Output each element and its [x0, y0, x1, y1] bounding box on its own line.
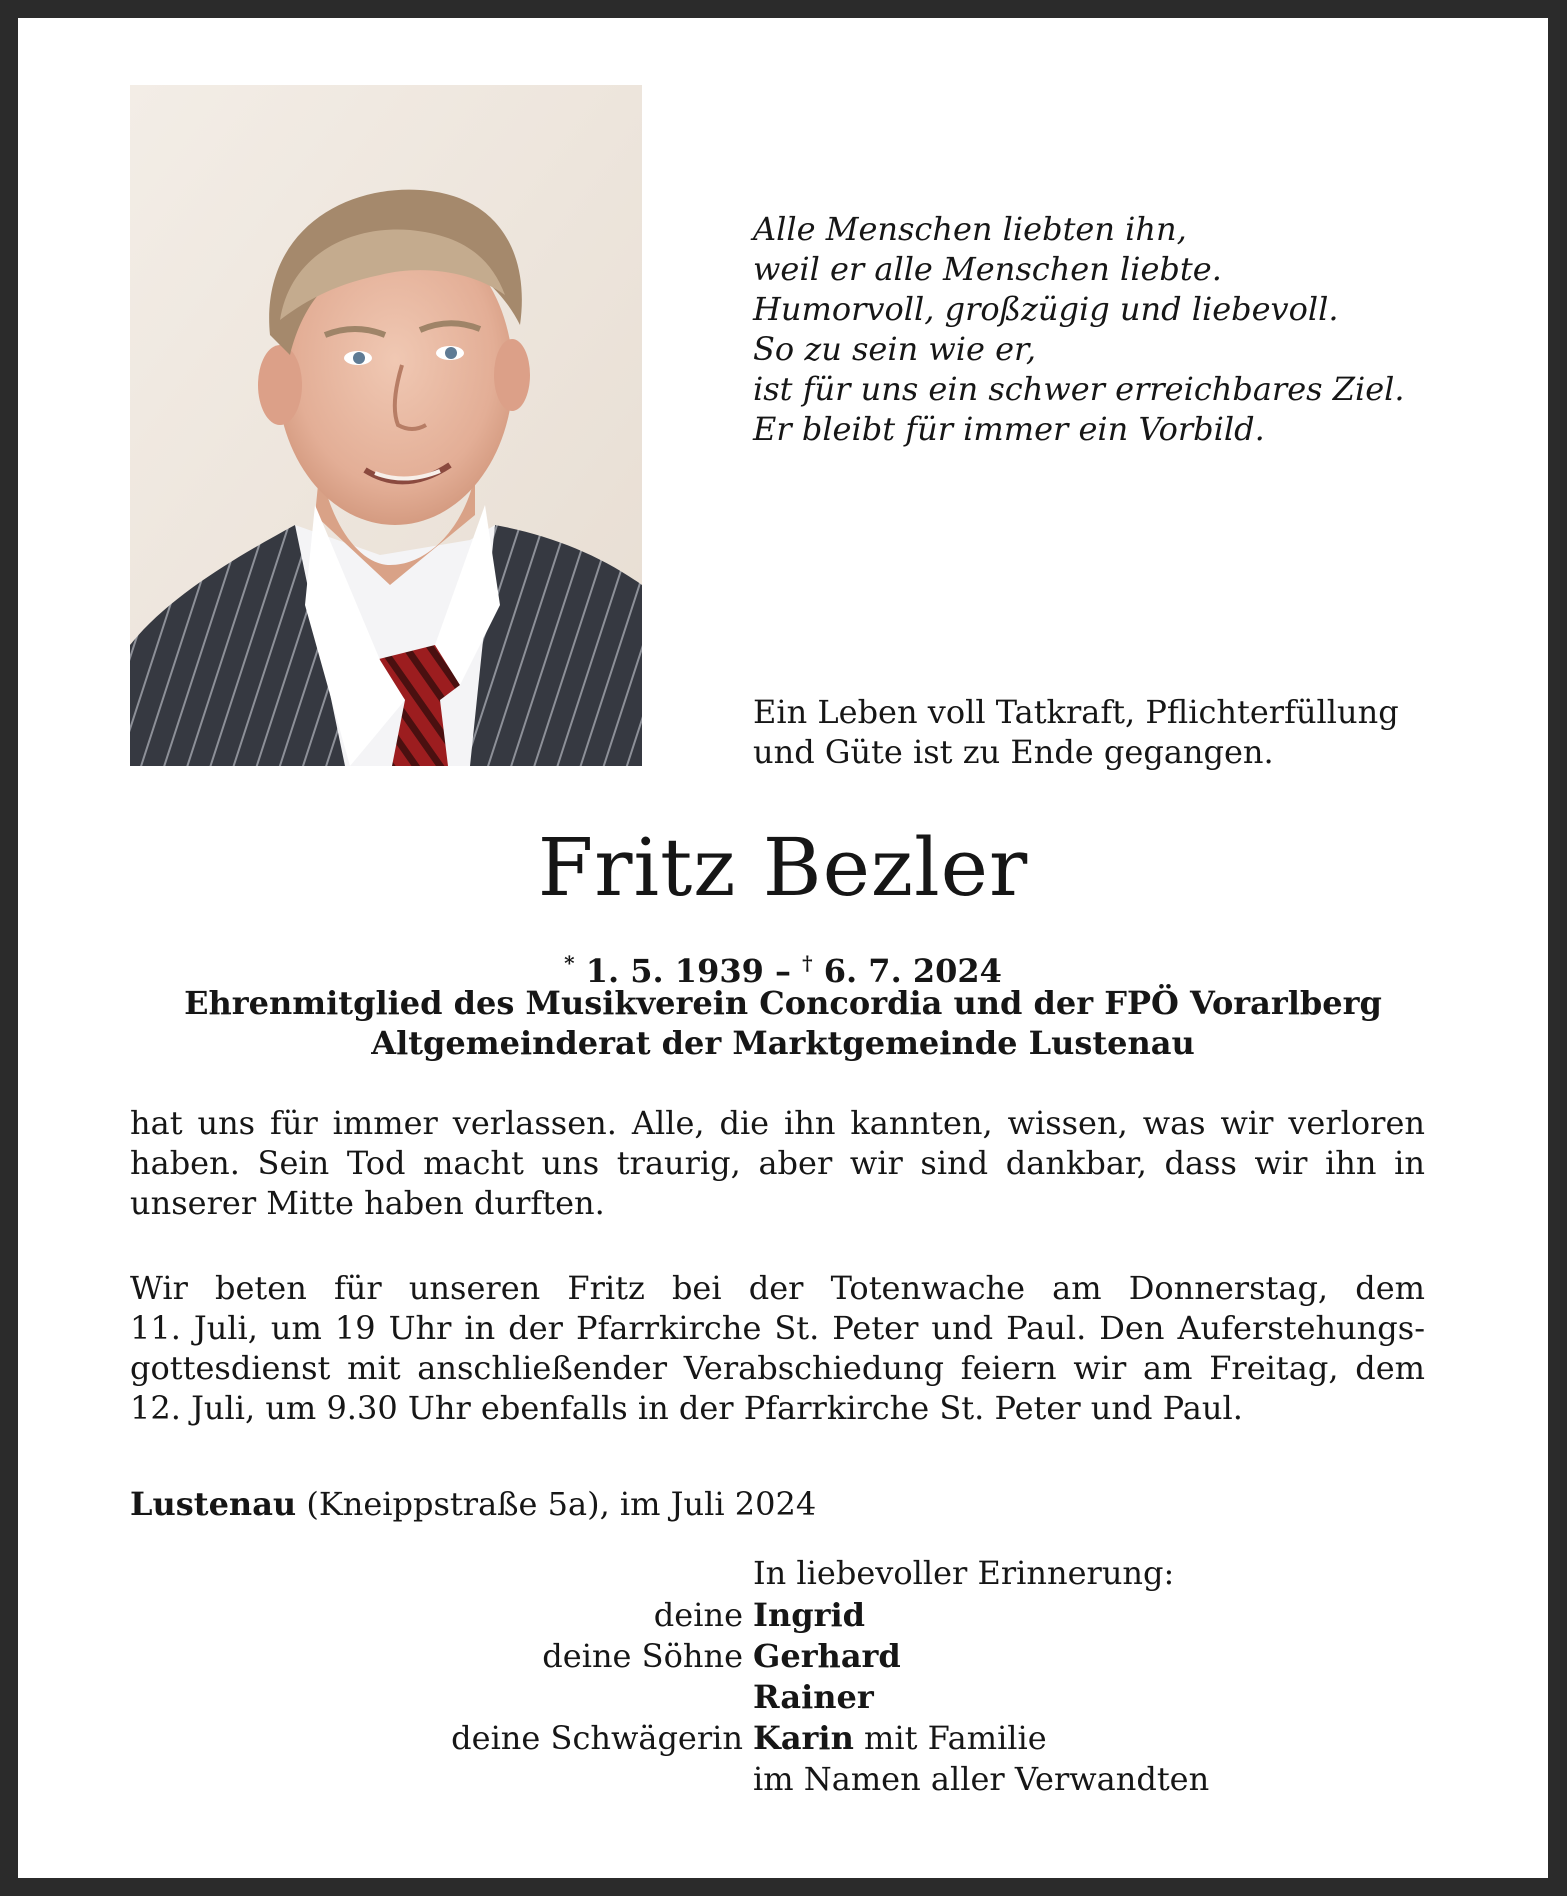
body-line: Wir beten für unseren Fritz bei der Totenwache am Donnerstag, dem — [130, 1269, 1425, 1307]
poem-line: weil er alle Menschen liebte. — [753, 250, 1222, 288]
honor-line: Altgemeinderat der Marktgemeinde Lustenau — [371, 1024, 1195, 1062]
deceased-name: Fritz Bezler — [537, 821, 1029, 914]
birth-symbol: * — [564, 951, 575, 975]
death-date: 6. 7. 2024 — [823, 952, 1002, 990]
body-paragraph-2 — [130, 1268, 1425, 1428]
mourner-name: Ingrid — [753, 1596, 865, 1634]
birth-date: 1. 5. 1939 — [585, 952, 764, 990]
place-date — [130, 1484, 816, 1524]
mourner-suffix: im Namen aller Verwandten — [753, 1760, 1210, 1798]
body-line: 12. Juli, um 9.30 Uhr ebenfalls in der Pfarrkirche St. Peter und Paul. — [130, 1389, 1243, 1427]
mourner-suffix: mit Familie — [853, 1719, 1047, 1757]
portrait-photo — [130, 85, 642, 766]
mourner-relation: deine Söhne — [542, 1637, 743, 1675]
poem-line: Alle Menschen liebten ihn, — [753, 210, 1187, 248]
obituary-page — [18, 18, 1548, 1878]
body-line: unserer Mitte haben durften. — [130, 1184, 605, 1222]
place-town: Lustenau — [130, 1485, 297, 1523]
mourner-entry — [753, 1636, 901, 1676]
mourner-entry — [753, 1718, 1047, 1758]
mourner-name: Rainer — [753, 1678, 874, 1716]
mourner-entry — [753, 1759, 1209, 1799]
poem-line: Er bleibt für immer ein Vorbild. — [753, 410, 1265, 448]
body-line: 11. Juli, um 19 Uhr in der Pfarrkirche St. Peter und Paul. Den Auferstehungs- — [130, 1309, 1425, 1347]
mourner-entry — [753, 1677, 874, 1717]
death-symbol: † — [802, 951, 813, 975]
mourners-intro: In liebevoller Erinnerung: — [753, 1554, 1175, 1592]
mourner-name: Karin — [753, 1719, 854, 1757]
honor-line: Ehrenmitglied des Musikverein Concordia und der FPÖ Vorarlberg — [184, 984, 1382, 1022]
body-line: haben. Sein Tod macht uns traurig, aber wir sind dankbar, dass wir ihn in — [130, 1144, 1425, 1182]
poem-line: Humorvoll, großzügig und liebevoll. — [753, 290, 1339, 328]
place-rest: (Kneippstraße 5a), im Juli 2024 — [296, 1485, 817, 1523]
poem-line: So zu sein wie er, — [753, 330, 1036, 368]
body-paragraph-1 — [130, 1103, 1425, 1223]
tribute-text — [753, 692, 1473, 772]
memorial-poem — [753, 209, 1453, 449]
mourner-row — [18, 1718, 1548, 1758]
mourner-relation: deine — [653, 1596, 743, 1634]
mourner-relation: deine Schwägerin — [451, 1719, 743, 1757]
mourner-row — [18, 1759, 1548, 1799]
poem-line: ist für uns ein schwer erreichbares Ziel. — [753, 370, 1405, 408]
mourner-row — [18, 1636, 1548, 1676]
tribute-line: Ein Leben voll Tatkraft, Pflichterfüllung — [753, 693, 1399, 731]
date-separator: – — [775, 952, 791, 990]
mourner-row — [18, 1595, 1548, 1635]
mourner-entry — [753, 1595, 865, 1635]
mourner-name: Gerhard — [753, 1637, 901, 1675]
body-line: hat uns für immer verlassen. Alle, die ihn kannten, wissen, was wir verloren — [130, 1104, 1425, 1142]
mourner-row — [18, 1677, 1548, 1717]
tribute-line: und Güte ist zu Ende gegangen. — [753, 733, 1274, 771]
body-line: gottesdienst mit anschließender Verabschiedung feiern wir am Freitag, dem — [130, 1349, 1425, 1387]
